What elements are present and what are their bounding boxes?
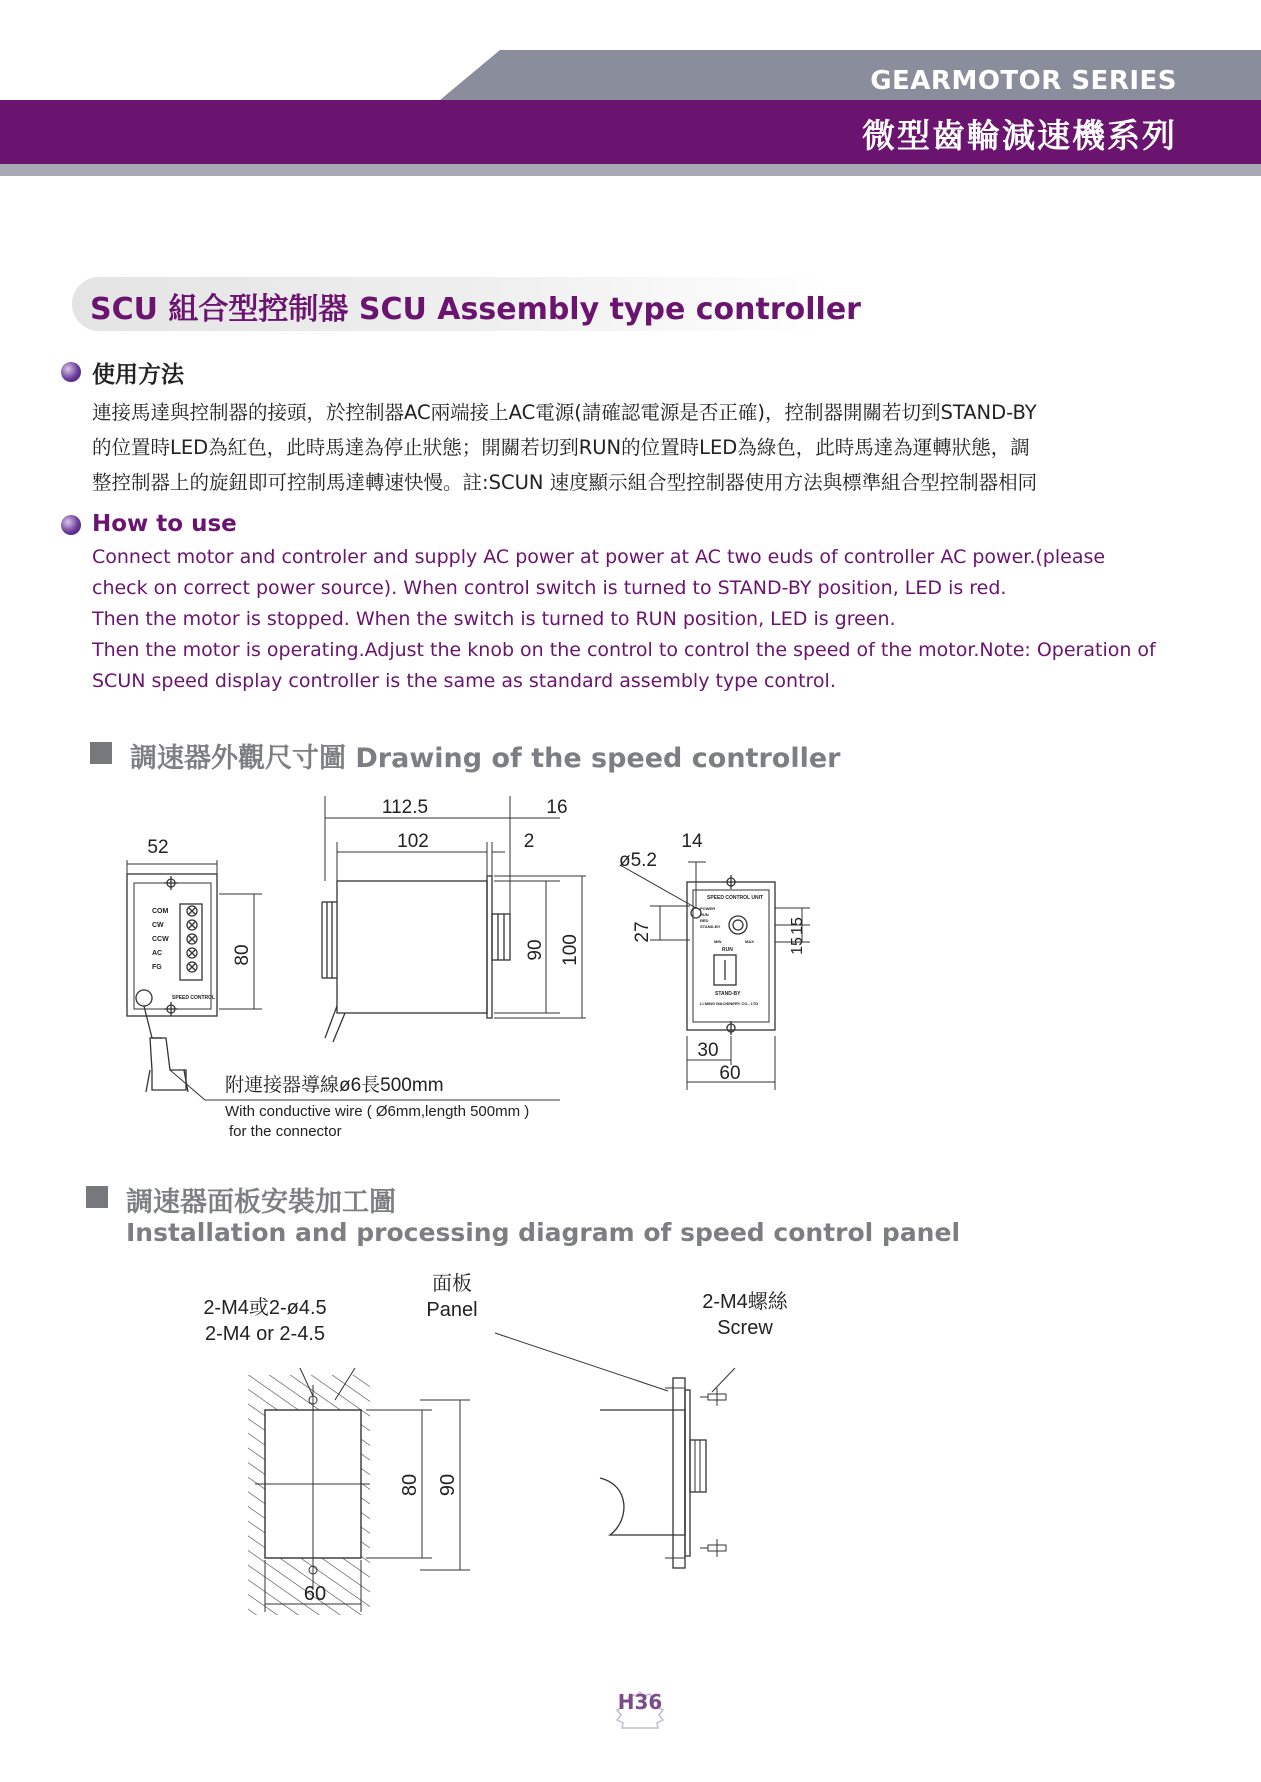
dim-16: 16 bbox=[546, 797, 568, 818]
dim-15b: 15 bbox=[789, 937, 806, 955]
maker-label: LI MING MACHINERY CO., LTD bbox=[700, 1001, 759, 1006]
usage-line-zh: 連接馬達與控制器的接頭，於控制器AC兩端接上AC電源(請確認電源是否正確)，控制器開關若切到STAND-BY bbox=[92, 401, 1037, 424]
dim-d5-2: ø5.2 bbox=[618, 850, 658, 871]
hole-label-en: 2-M4 or 2-4.5 bbox=[204, 1323, 326, 1345]
dim-2: 2 bbox=[523, 831, 535, 852]
usage-heading-zh: 使用方法 bbox=[92, 362, 184, 388]
screw-label-en: Screw bbox=[717, 1317, 773, 1339]
dim-60: 60 bbox=[719, 1063, 741, 1084]
led-label: STAND-BY bbox=[700, 924, 721, 929]
series-title-zh: 微型齒輪減速機系列 bbox=[862, 116, 1177, 155]
side-view-body bbox=[337, 881, 487, 1013]
usage-heading-en: How to use bbox=[92, 511, 237, 537]
terminal-label: AC bbox=[152, 950, 163, 957]
install-section-title-en: Installation and processing diagram of speed control panel bbox=[126, 1218, 961, 1247]
wire-label-en: With conductive wire ( Ø6mm,length 500mm ) bbox=[225, 1103, 530, 1120]
dim-112-5: 112.5 bbox=[381, 797, 429, 818]
page-number: H36 bbox=[617, 1690, 663, 1714]
knob-max-label: MAX bbox=[745, 939, 754, 944]
usage-line-en: Then the motor is operating.Adjust the knob on the control to control the speed of the motor.Note: Operation of bbox=[92, 639, 1156, 661]
usage-text-zh bbox=[92, 395, 1132, 500]
bullet-icon bbox=[61, 515, 81, 535]
install-diagram bbox=[0, 1260, 1261, 1630]
front-panel-label: SPEED CONTROL bbox=[172, 995, 216, 1001]
section-square-icon bbox=[90, 742, 112, 764]
dim-30: 30 bbox=[697, 1040, 719, 1061]
usage-line-zh: 整控制器上的旋鈕即可控制馬達轉速快慢。註:SCUN 速度顯示組合型控制器使用方法與標準組合型控制器相同 bbox=[92, 471, 1038, 494]
led-label: POWER bbox=[700, 906, 716, 911]
install-dim-60: 60 bbox=[303, 1583, 327, 1605]
standby-label: STAND-BY bbox=[715, 991, 741, 997]
dim-52: 52 bbox=[147, 837, 169, 858]
unit-view-body bbox=[687, 882, 775, 1030]
dim-90: 90 bbox=[525, 939, 546, 961]
install-section-title-zh: 調速器面板安裝加工圖 bbox=[126, 1187, 396, 1218]
bullet-icon bbox=[61, 362, 81, 382]
hole-label-zh: 2-M4或2-ø4.5 bbox=[203, 1297, 327, 1319]
section-square-icon bbox=[86, 1186, 108, 1208]
terminal-label: CCW bbox=[152, 936, 169, 943]
dim-100: 100 bbox=[560, 934, 581, 966]
install-dim-80: 80 bbox=[399, 1473, 421, 1497]
page-title: SCU 組合型控制器 SCU Assembly type controller bbox=[90, 292, 861, 327]
usage-line-en: SCUN speed display controller is the same as standard assembly type control. bbox=[92, 670, 836, 692]
controller-dimension-drawing bbox=[0, 780, 1261, 1160]
dim-102: 102 bbox=[397, 831, 429, 852]
unit-label: SPEED CONTROL UNIT bbox=[707, 895, 764, 901]
dim-80: 80 bbox=[232, 944, 253, 966]
terminal-label: COM bbox=[152, 908, 169, 915]
screw-label-zh: 2-M4螺絲 bbox=[702, 1291, 788, 1313]
dim-27: 27 bbox=[632, 921, 653, 943]
usage-line-zh: 的位置時LED為紅色，此時馬達為停止狀態；開關若切到RUN的位置時LED為綠色，此時馬達為運轉狀態，調 bbox=[92, 436, 1030, 459]
dim-14: 14 bbox=[681, 831, 703, 852]
led-label: RUN bbox=[700, 912, 709, 917]
usage-line-en: Then the motor is stopped. When the switch is turned to RUN position, LED is green. bbox=[92, 608, 896, 630]
terminal-label: CW bbox=[152, 922, 164, 929]
panel-label-en: Panel bbox=[426, 1299, 478, 1321]
series-title-en: GEARMOTOR SERIES bbox=[870, 66, 1177, 96]
usage-text-en bbox=[92, 542, 1156, 697]
led-label: RED bbox=[700, 918, 709, 923]
wire-label-zh: 附連接器導線ø6長500mm bbox=[225, 1075, 444, 1096]
usage-line-en: Connect motor and controler and supply AC power at power at AC two euds of controller AC power.(please bbox=[92, 546, 1106, 568]
dim-15a: 15 bbox=[789, 917, 806, 935]
terminal-label: FG bbox=[152, 964, 162, 971]
run-label: RUN bbox=[722, 947, 733, 953]
wire-label-en2: for the connector bbox=[229, 1123, 342, 1140]
drawing-section-title: 調速器外觀尺寸圖 Drawing of the speed controller bbox=[130, 743, 841, 774]
usage-line-en: check on correct power source). When control switch is turned to STAND-BY position, LED is red. bbox=[92, 577, 1007, 599]
install-dim-90: 90 bbox=[437, 1473, 459, 1497]
knob-min-label: MIN bbox=[714, 939, 722, 944]
panel-label-zh: 面板 bbox=[432, 1273, 472, 1295]
